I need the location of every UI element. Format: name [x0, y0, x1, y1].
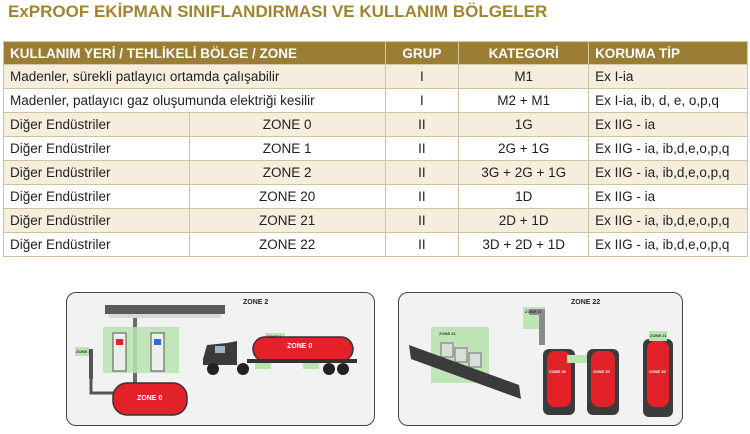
cell-category: 2G + 1G — [459, 137, 589, 161]
table-row — [4, 185, 748, 209]
cell-group: II — [385, 233, 459, 257]
table-row — [4, 161, 748, 185]
table-row — [4, 233, 748, 257]
sack-icon — [441, 343, 453, 357]
cell-category: M2 + M1 — [459, 89, 589, 113]
cell-zone: ZONE 20 — [189, 185, 385, 209]
zone2-label: ZONE 2 — [243, 299, 269, 306]
table-row — [4, 65, 748, 89]
canopy-roof — [105, 305, 225, 314]
cell-area: Madenler, sürekli patlayıcı ortamda çalışabilir — [4, 65, 386, 89]
cell-protection: Ex I-ia — [589, 65, 748, 89]
header-group: GRUP — [385, 42, 459, 65]
header-category: KATEGORİ — [459, 42, 589, 65]
silo-zone21-area — [567, 355, 587, 363]
wheel-icon — [337, 363, 349, 375]
tank-zone0-label: ZONE 0 — [137, 395, 163, 402]
trailer-chassis — [247, 359, 357, 363]
cell-area: Diğer Endüstriler — [4, 161, 190, 185]
cell-protection: Ex IIG - ia — [589, 185, 748, 209]
cell-zone: ZONE 2 — [189, 161, 385, 185]
cell-category: 1D — [459, 185, 589, 209]
fill-pipe-icon — [91, 379, 113, 393]
silo-zone20-label: ZONE 20 — [549, 369, 566, 374]
header-area: KULLANIM YERİ / TEHLİKELİ BÖLGE / ZONE — [4, 42, 386, 65]
cell-protection: Ex IIG - ia — [589, 113, 748, 137]
cell-area: Madenler, patlayıcı gaz oluşumunda elektriği kesilir — [4, 89, 386, 113]
equipment-classification-table — [3, 41, 748, 257]
cell-area: Diğer Endüstriler — [4, 113, 190, 137]
trailer-zone1-label: ZONE 1 — [267, 334, 282, 339]
cell-group: II — [385, 113, 459, 137]
zone22-diagram — [398, 292, 683, 426]
cell-zone: ZONE 21 — [189, 209, 385, 233]
cell-group: II — [385, 185, 459, 209]
cell-category: 3G + 2G + 1G — [459, 161, 589, 185]
cell-area: Diğer Endüstriler — [4, 185, 190, 209]
cell-group: II — [385, 137, 459, 161]
wheel-icon — [323, 363, 335, 375]
pipe-zone21-label: ZONE 21 — [525, 309, 542, 314]
silo-zone21-label: ZONE 21 — [650, 333, 667, 338]
sack-icon — [469, 353, 481, 367]
cell-zone: ZONE 22 — [189, 233, 385, 257]
vent-zone1-label: ZONE 1 — [76, 349, 91, 354]
cell-zone: ZONE 0 — [189, 113, 385, 137]
silo-zone20-label: ZONE 20 — [593, 369, 610, 374]
table-row — [4, 89, 748, 113]
cell-category: 3D + 2D + 1D — [459, 233, 589, 257]
trailer-zone1-area — [255, 363, 271, 369]
table-row — [4, 113, 748, 137]
zone22-label: ZONE 22 — [571, 299, 601, 306]
cell-area: Diğer Endüstriler — [4, 137, 190, 161]
cell-protection: Ex IIG - ia, ib,d,e,o,p,q — [589, 137, 748, 161]
header-protection: KORUMA TİP — [589, 42, 748, 65]
sack-icon — [455, 348, 467, 362]
cell-group: I — [385, 65, 459, 89]
fuel-pump-icon — [151, 333, 164, 371]
cell-category: 2D + 1D — [459, 209, 589, 233]
cell-protection: Ex IIG - ia, ib,d,e,o,p,q — [589, 209, 748, 233]
cell-zone: ZONE 1 — [189, 137, 385, 161]
cell-area: Diğer Endüstriler — [4, 209, 190, 233]
table-row — [4, 209, 748, 233]
page-title: ExPROOF EKİPMAN SINIFLANDIRMASI VE KULLANIM BÖLGELER — [8, 2, 548, 21]
fuel-pump-icon — [113, 333, 126, 371]
silo-zone20-label: ZONE 20 — [649, 369, 666, 374]
zone2-diagram — [66, 292, 375, 426]
fuel-pump-display-icon — [154, 339, 161, 345]
cell-category: 1G — [459, 113, 589, 137]
trailer-zone1-area — [303, 363, 319, 369]
wheel-icon — [237, 363, 249, 375]
cell-area: Diğer Endüstriler — [4, 233, 190, 257]
cell-protection: Ex I-ia, ib, d, e, o,p,q — [589, 89, 748, 113]
table-header-row — [4, 42, 748, 65]
silo-icon — [647, 341, 669, 407]
silo-icon — [591, 351, 615, 407]
cell-category: M1 — [459, 65, 589, 89]
conveyor-zone21-label: ZONE 21 — [439, 331, 456, 336]
cell-protection: Ex IIG - ia, ib,d,e,o,p,q — [589, 161, 748, 185]
cell-group: II — [385, 161, 459, 185]
cell-group: II — [385, 209, 459, 233]
fuel-station-illustration — [67, 293, 375, 426]
truck-zone0-label: ZONE 0 — [287, 343, 313, 350]
cell-protection: Ex IIG - ia, ib,d,e,o,p,q — [589, 233, 748, 257]
cell-group: I — [385, 89, 459, 113]
truck-window-icon — [215, 346, 225, 353]
table-row — [4, 137, 748, 161]
canopy-edge — [109, 314, 221, 318]
wheel-icon — [207, 363, 219, 375]
fuel-pump-display-icon — [116, 339, 123, 345]
